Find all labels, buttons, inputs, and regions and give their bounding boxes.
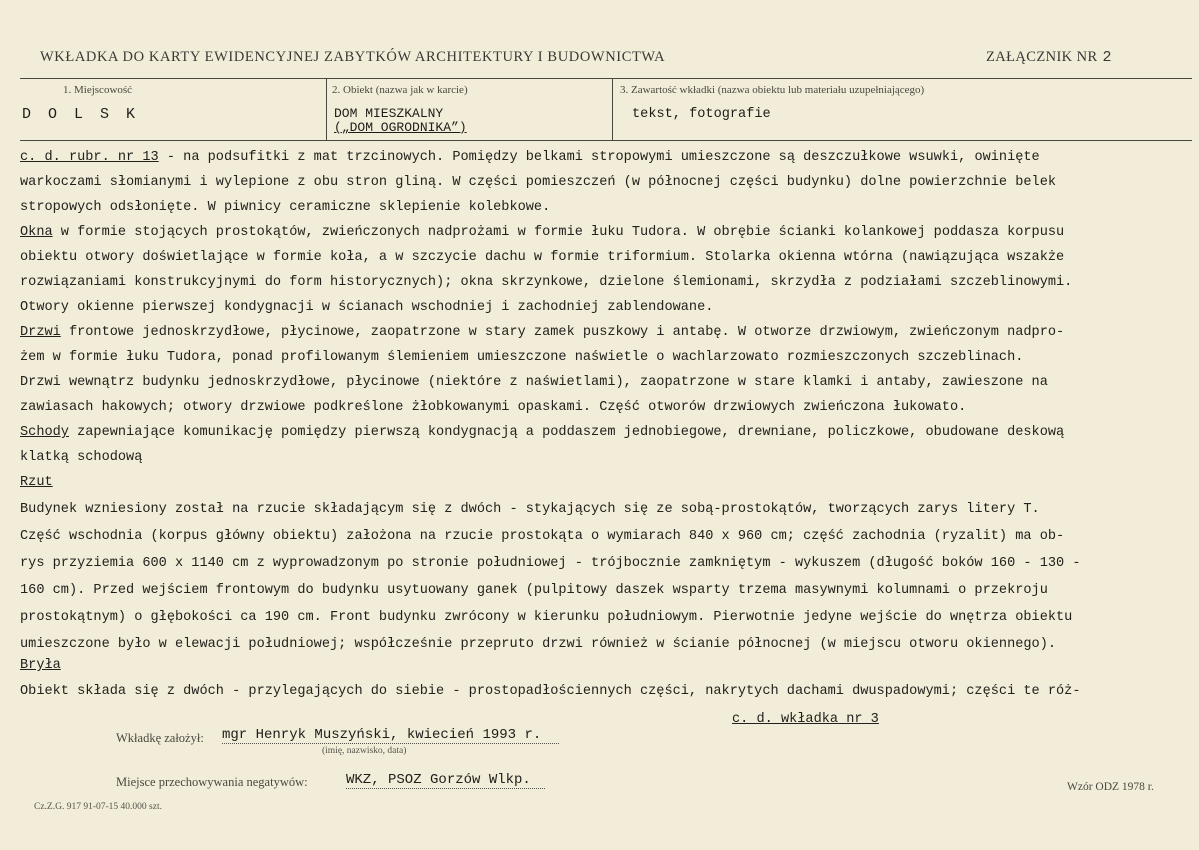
- body-line: [20, 150, 1040, 165]
- grid-divider-1: [326, 78, 327, 140]
- section-heading-rzut: Rzut: [20, 475, 53, 490]
- author-label: Wkładkę założył:: [116, 731, 204, 745]
- section-heading-schody: Schody: [20, 425, 69, 440]
- locality-label: 1. Miejscowość: [63, 84, 133, 96]
- grid-bottom-line: [20, 140, 1192, 141]
- body-line: Drzwi wewnątrz budynku jednoskrzydłowe, płycinowe (niektóre z naświetlami), zaopatrzone w stare klamki i antaby, zawieszone na: [20, 375, 1048, 390]
- body-line: stropowych odsłonięte. W piwnicy ceramiczne sklepienie kolebkowe.: [20, 200, 551, 215]
- body-line: Otwory okienne pierwszej kondygnacji w ścianach wschodniej i zachodniej zablendowane.: [20, 300, 714, 315]
- body-line: Obiekt składa się z dwóch - przylegających do siebie - prostopadłościennych części, nakrytych dachami dwuspadowymi; części te róż-: [20, 684, 1081, 699]
- body-line: klatką schodową: [20, 450, 143, 465]
- author-value: mgr Henryk Muszyński, kwiecień 1993 r.: [222, 727, 559, 744]
- body-line-text: frontowe jednoskrzydłowe, płycinowe, zaopatrzone w stary zamek puszkowy i antabę. W otworze drzwiowym, zwieńczonym nadpro-: [60, 325, 1065, 340]
- body-line: zawiasach hakowych; otwory drzwiowe podkreślone żłobkowanymi opaskami. Część otworów drzwiowych zwieńczona łukowato.: [20, 400, 967, 415]
- grid-top-line: [20, 78, 1192, 79]
- negatives-label: Miejsce przechowywania negatywów:: [116, 775, 308, 789]
- attachment-label: [986, 49, 1112, 66]
- section-ref: c. d. rubr. nr 13: [20, 150, 159, 165]
- print-code: Cz.Z.G. 917 91-07-15 40.000 szt.: [34, 802, 162, 812]
- body-line: Budynek wzniesiony został na rzucie składającym się z dwóch - stykających się ze sobą-prostokątów, tworzących zarys litery T.: [20, 502, 1040, 517]
- body-line: 160 cm). Przed wejściem frontowym do budynku usytuowany ganek (pulpitowy daszek wsparty trzema masywnymi kolumnami o przekroju: [20, 583, 1048, 598]
- object-label: 2. Obiekt (nazwa jak w karcie): [332, 84, 468, 96]
- body-line: [20, 325, 1064, 340]
- section-heading-bryla: Bryła: [20, 658, 61, 673]
- grid-divider-2: [612, 78, 613, 140]
- continuation-note: c. d. wkładka nr 3: [732, 712, 879, 727]
- form-model: Wzór ODZ 1978 r.: [1067, 781, 1154, 793]
- body-line: rozwiązaniami konstrukcyjnymi do form historycznych); okna skrzynkowe, dzielone ślemionami, skrzydła z podziałami szczeblinowymi.: [20, 275, 1073, 290]
- negatives-value: WKZ, PSOZ Gorzów Wlkp.: [346, 772, 545, 789]
- content-label: 3. Zawartość wkładki (nazwa obiektu lub materiału uzupełniającego): [620, 84, 925, 96]
- content-value: tekst, fotografie: [632, 107, 771, 122]
- attachment-number: 2: [1102, 49, 1112, 66]
- body-line: żem w formie łuku Tudora, ponad profilowanym ślemieniem umieszczone naświetle o wachlarzowato rozmieszczonych szczeblinach.: [20, 350, 1024, 365]
- locality-value: D O L S K: [22, 106, 140, 123]
- body-line: prostokątnym) o głębokości ca 190 cm. Front budynku zwrócony w kierunku południowym. Pierwotnie jedyne wejście do wnętrza obiektu: [20, 610, 1073, 625]
- section-heading-okna: Okna: [20, 225, 53, 240]
- body-line: obiektu otwory doświetlające w formie koła, a w szczycie dachu w formie triformium. Stolarka okienna wtórna (nawiązująca wszakże: [20, 250, 1065, 265]
- body-line: rys przyziemia 600 x 1140 cm z wyprowadzonym po stronie południowej - trójbocznie zamkniętym - wykuszem (długość boków 160 - 130 -: [20, 556, 1081, 571]
- section-heading-drzwi: Drzwi: [20, 325, 61, 340]
- body-line: Część wschodnia (korpus główny obiektu) założona na rzucie prostokąta o wymiarach 840 x 960 cm; część zachodnia (ryzalit) ma ob-: [20, 529, 1065, 544]
- object-value-line1: DOM MIESZKALNY: [334, 106, 444, 121]
- body-line: [20, 225, 1064, 240]
- header-title: WKŁADKA DO KARTY EWIDENCYJNEJ ZABYTKÓW ARCHITEKTURY I BUDOWNICTWA: [40, 49, 666, 65]
- body-line: umieszczone było w elewacji południowej; współcześnie przepruto drzwi również w ścianie północnej (w miejscu otworu okiennego).: [20, 637, 1057, 652]
- body-line-text: w formie stojących prostokątów, zwieńczonych nadprożami w formie łuku Tudora. W obrębie ścianki kolankowej poddasza korpusu: [52, 225, 1065, 240]
- object-value-line2: („DOM OGRODNIKA”): [334, 120, 467, 135]
- body-line-text: zapewniające komunikację pomiędzy pierwszą kondygnacją a poddaszem jednobiegowe, drewniane, policzkowe, obudowane deskową: [68, 425, 1065, 440]
- body-line: [20, 425, 1064, 440]
- attachment-label-text: ZAŁĄCZNIK NR: [986, 49, 1098, 65]
- body-line: warkoczami słomianymi i wylepione z obu stron gliną. W części pomieszczeń (w północnej części budynku) dolne powierzchnie belek: [20, 175, 1057, 190]
- body-line-text: - na podsufitki z mat trzcinowych. Pomiędzy belkami stropowymi umieszczone są deszczułkowe wsuwki, owinięte: [158, 150, 1040, 165]
- author-caption: (imię, nazwisko, data): [322, 746, 407, 756]
